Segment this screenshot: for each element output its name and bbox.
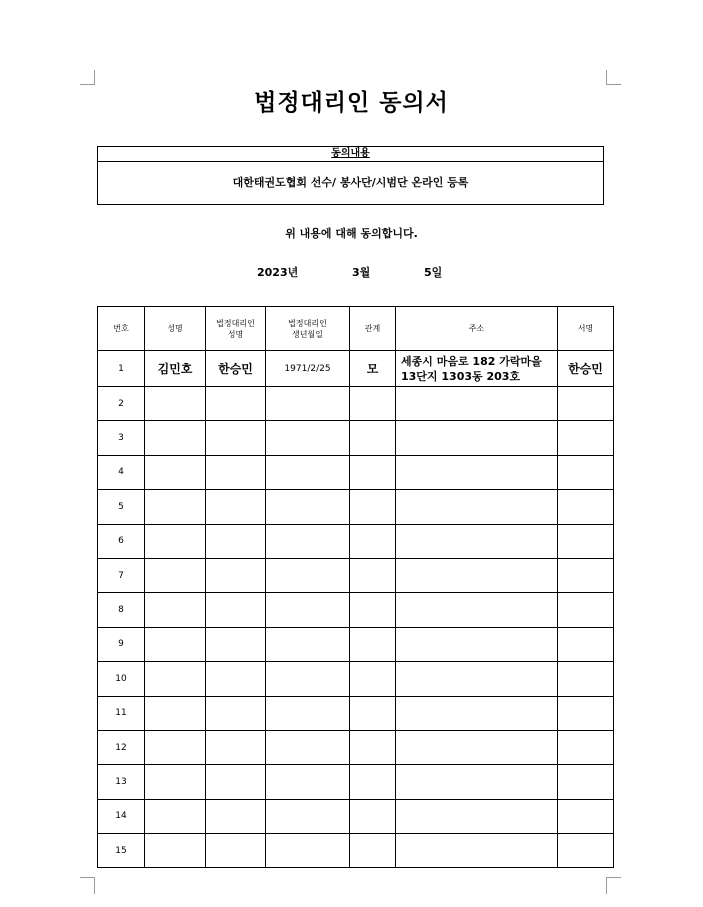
cell-guardian-name[interactable]: [206, 730, 266, 764]
table-row: [98, 351, 614, 387]
margin-mark-bottom-right: [606, 877, 621, 894]
cell-guardian-name[interactable]: [206, 558, 266, 592]
table-row: [98, 696, 614, 730]
header-guardian-name: 법정대리인 성명: [206, 307, 266, 351]
cell-guardian-name[interactable]: [206, 662, 266, 696]
cell-name[interactable]: [145, 490, 206, 524]
cell-name[interactable]: [145, 730, 206, 764]
cell-guardian-name[interactable]: [206, 387, 266, 421]
header-signature: 서명: [558, 307, 614, 351]
cell-name[interactable]: [145, 593, 206, 627]
margin-mark-top-right: [606, 70, 621, 85]
cell-guardian-birth[interactable]: [266, 799, 350, 833]
table-row: [98, 558, 614, 592]
cell-signature[interactable]: [558, 834, 614, 868]
cell-signature[interactable]: [558, 662, 614, 696]
cell-address[interactable]: [396, 627, 558, 661]
cell-number[interactable]: 9: [98, 627, 145, 661]
date-year: 2023년: [257, 266, 299, 279]
cell-guardian-name[interactable]: [206, 455, 266, 489]
table-row: [98, 765, 614, 799]
cell-relation[interactable]: [350, 558, 396, 592]
table-row: [98, 834, 614, 868]
guardian-table: [97, 306, 614, 868]
cell-name[interactable]: 김민호: [145, 351, 206, 387]
cell-relation[interactable]: [350, 455, 396, 489]
cell-signature[interactable]: [558, 455, 614, 489]
cell-relation[interactable]: 모: [350, 351, 396, 387]
cell-name[interactable]: [145, 455, 206, 489]
cell-guardian-birth[interactable]: [266, 524, 350, 558]
cell-address[interactable]: [396, 455, 558, 489]
cell-name[interactable]: [145, 799, 206, 833]
cell-relation[interactable]: [350, 387, 396, 421]
cell-guardian-birth[interactable]: [266, 730, 350, 764]
cell-address[interactable]: [396, 696, 558, 730]
cell-guardian-birth[interactable]: [266, 593, 350, 627]
cell-address[interactable]: [396, 765, 558, 799]
consent-box: [97, 146, 604, 205]
cell-relation[interactable]: [350, 834, 396, 868]
cell-guardian-birth[interactable]: [266, 387, 350, 421]
cell-guardian-birth[interactable]: [266, 627, 350, 661]
cell-address[interactable]: [396, 490, 558, 524]
cell-number[interactable]: 6: [98, 524, 145, 558]
cell-guardian-name[interactable]: [206, 593, 266, 627]
cell-relation[interactable]: [350, 696, 396, 730]
table-row: [98, 627, 614, 661]
margin-mark-top-left: [80, 70, 95, 85]
cell-signature[interactable]: [558, 524, 614, 558]
cell-guardian-birth[interactable]: 1971/2/25: [266, 351, 350, 387]
cell-number[interactable]: 12: [98, 730, 145, 764]
cell-guardian-birth[interactable]: [266, 455, 350, 489]
cell-relation[interactable]: [350, 421, 396, 455]
cell-relation[interactable]: [350, 799, 396, 833]
cell-guardian-name[interactable]: [206, 765, 266, 799]
cell-address[interactable]: [396, 834, 558, 868]
cell-name[interactable]: [145, 421, 206, 455]
cell-address[interactable]: [396, 524, 558, 558]
header-guardian-birth: 법정대리인 생년월일: [266, 307, 350, 351]
cell-signature[interactable]: [558, 730, 614, 764]
cell-address[interactable]: [396, 558, 558, 592]
cell-guardian-name[interactable]: [206, 524, 266, 558]
cell-address[interactable]: [396, 421, 558, 455]
cell-signature[interactable]: [558, 799, 614, 833]
cell-number[interactable]: 2: [98, 387, 145, 421]
cell-address[interactable]: [396, 799, 558, 833]
cell-guardian-name[interactable]: [206, 490, 266, 524]
cell-signature[interactable]: [558, 593, 614, 627]
cell-number[interactable]: 1: [98, 351, 145, 387]
cell-number[interactable]: 15: [98, 834, 145, 868]
cell-number[interactable]: 10: [98, 662, 145, 696]
table-row: [98, 421, 614, 455]
cell-guardian-birth[interactable]: [266, 421, 350, 455]
cell-signature[interactable]: [558, 558, 614, 592]
cell-guardian-birth[interactable]: [266, 558, 350, 592]
cell-signature[interactable]: [558, 490, 614, 524]
cell-relation[interactable]: [350, 524, 396, 558]
cell-signature[interactable]: [558, 696, 614, 730]
table-row: [98, 730, 614, 764]
header-name: 성명: [145, 307, 206, 351]
cell-address[interactable]: [396, 593, 558, 627]
table-row: [98, 524, 614, 558]
cell-number[interactable]: 5: [98, 490, 145, 524]
margin-mark-bottom-left: [80, 877, 95, 894]
cell-signature[interactable]: 한승민: [558, 351, 614, 387]
consent-text: 대한태권도협회 선수/ 봉사단/시범단 온라인 등록: [232, 176, 469, 189]
cell-relation[interactable]: [350, 490, 396, 524]
table-row: [98, 593, 614, 627]
agreement-statement: 위 내용에 대해 동의합니다.: [285, 227, 418, 240]
cell-signature[interactable]: [558, 765, 614, 799]
date-day: 5일: [424, 266, 443, 279]
cell-relation[interactable]: [350, 662, 396, 696]
cell-name[interactable]: [145, 696, 206, 730]
consent-header: 동의내용: [98, 147, 603, 162]
cell-number[interactable]: 7: [98, 558, 145, 592]
table-row: [98, 490, 614, 524]
cell-guardian-birth[interactable]: [266, 834, 350, 868]
cell-address[interactable]: [396, 730, 558, 764]
date-month: 3월: [352, 266, 371, 279]
cell-guardian-birth[interactable]: [266, 696, 350, 730]
cell-number[interactable]: 11: [98, 696, 145, 730]
cell-relation[interactable]: [350, 627, 396, 661]
cell-guardian-name[interactable]: [206, 799, 266, 833]
cell-number[interactable]: 4: [98, 455, 145, 489]
cell-name[interactable]: [145, 558, 206, 592]
cell-guardian-birth[interactable]: [266, 662, 350, 696]
header-number: 번호: [98, 307, 145, 351]
cell-number[interactable]: 14: [98, 799, 145, 833]
header-relation: 관계: [350, 307, 396, 351]
cell-signature[interactable]: [558, 627, 614, 661]
cell-number[interactable]: 8: [98, 593, 145, 627]
table-row: [98, 662, 614, 696]
cell-relation[interactable]: [350, 730, 396, 764]
table-row: [98, 387, 614, 421]
cell-relation[interactable]: [350, 765, 396, 799]
table-header-row: [98, 307, 614, 351]
cell-guardian-name[interactable]: [206, 696, 266, 730]
cell-guardian-name[interactable]: [206, 834, 266, 868]
cell-address[interactable]: [396, 387, 558, 421]
cell-relation[interactable]: [350, 593, 396, 627]
cell-name[interactable]: [145, 765, 206, 799]
cell-guardian-name[interactable]: [206, 627, 266, 661]
cell-guardian-name[interactable]: 한승민: [206, 351, 266, 387]
cell-address[interactable]: [396, 662, 558, 696]
cell-name[interactable]: [145, 387, 206, 421]
cell-name[interactable]: [145, 524, 206, 558]
cell-name[interactable]: [145, 834, 206, 868]
cell-number[interactable]: 13: [98, 765, 145, 799]
cell-address[interactable]: 세종시 마음로 182 가락마을 13단지 1303동 203호: [396, 351, 558, 387]
table-row: [98, 799, 614, 833]
header-address: 주소: [396, 307, 558, 351]
cell-name[interactable]: [145, 662, 206, 696]
cell-guardian-birth[interactable]: [266, 765, 350, 799]
cell-signature[interactable]: [558, 421, 614, 455]
cell-guardian-name[interactable]: [206, 421, 266, 455]
document-title: 법정대리인 동의서: [254, 90, 449, 116]
cell-signature[interactable]: [558, 387, 614, 421]
table-row: [98, 455, 614, 489]
cell-number[interactable]: 3: [98, 421, 145, 455]
cell-guardian-birth[interactable]: [266, 490, 350, 524]
cell-name[interactable]: [145, 627, 206, 661]
